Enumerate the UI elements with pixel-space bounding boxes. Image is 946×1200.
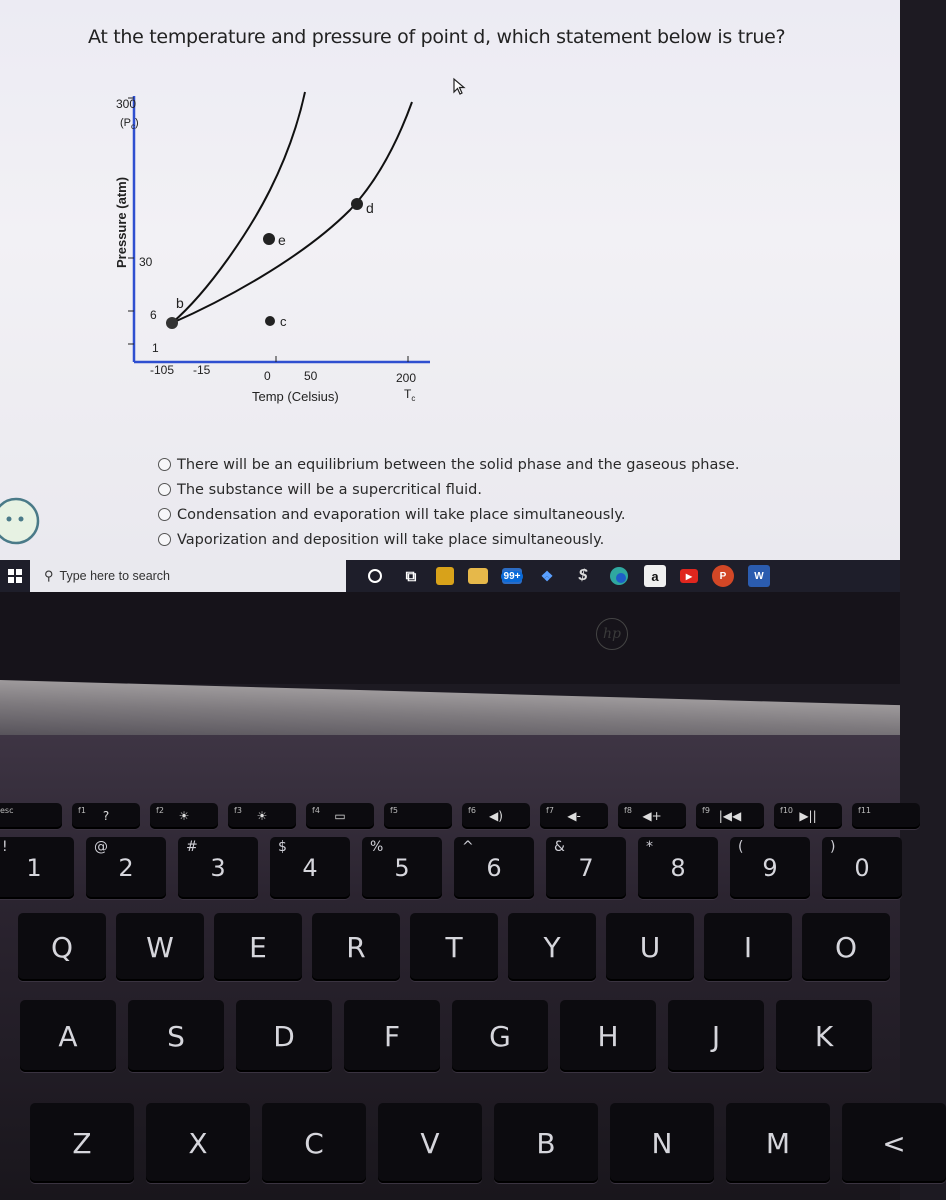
fkey-label: f7 bbox=[546, 806, 554, 815]
fkey-7[interactable] bbox=[540, 803, 608, 829]
key-q[interactable] bbox=[18, 913, 106, 981]
key-f[interactable] bbox=[344, 1000, 440, 1072]
key-1[interactable] bbox=[86, 837, 166, 899]
fkey-symbol: ☀ bbox=[256, 809, 268, 823]
radio-option-4[interactable] bbox=[158, 533, 171, 546]
y-tick-6: 6 bbox=[150, 308, 157, 322]
calculator-icon[interactable] bbox=[436, 567, 454, 585]
key-letter: G bbox=[489, 1019, 511, 1053]
key-o[interactable] bbox=[802, 913, 890, 981]
fkey-symbol: |◀◀ bbox=[718, 809, 742, 823]
x-axis-label: Temp (Celsius) bbox=[252, 389, 339, 404]
windows-start-button[interactable] bbox=[0, 560, 30, 592]
key-letter: R bbox=[346, 930, 366, 964]
fkey-5[interactable] bbox=[384, 803, 452, 829]
key-a[interactable] bbox=[20, 1000, 116, 1072]
option-1-label: There will be an equilibrium between the solid phase and the gaseous phase. bbox=[177, 456, 740, 473]
key-0[interactable] bbox=[0, 837, 74, 899]
task-view-icon[interactable]: ⧉ bbox=[405, 567, 417, 585]
fkey-label: esc bbox=[0, 806, 14, 815]
point-b-label: b bbox=[176, 295, 184, 311]
key-letter: H bbox=[597, 1019, 619, 1053]
fkey-4[interactable] bbox=[306, 803, 374, 829]
fkey-11[interactable] bbox=[852, 803, 920, 829]
windows-taskbar bbox=[0, 560, 900, 592]
laptop-bezel bbox=[0, 592, 900, 684]
fkey-symbol: ◀) bbox=[489, 809, 503, 823]
key-number: 0 bbox=[854, 854, 870, 882]
key-t[interactable] bbox=[410, 913, 498, 981]
x-tick-0: 0 bbox=[264, 369, 271, 383]
fkey-0[interactable] bbox=[0, 803, 62, 829]
youtube-icon[interactable]: ▶ bbox=[680, 569, 698, 583]
key-k[interactable] bbox=[776, 1000, 872, 1072]
radio-option-2[interactable] bbox=[158, 483, 171, 496]
option-4[interactable] bbox=[158, 527, 739, 552]
fkey-10[interactable] bbox=[774, 803, 842, 829]
fkey-6[interactable] bbox=[462, 803, 530, 829]
key-u[interactable] bbox=[606, 913, 694, 981]
y-tick-30: 30 bbox=[139, 255, 153, 269]
key-letter: Z bbox=[72, 1126, 92, 1160]
key-number: 3 bbox=[210, 854, 226, 882]
edge-icon[interactable] bbox=[608, 565, 630, 587]
key-z[interactable] bbox=[30, 1103, 134, 1183]
option-3[interactable] bbox=[158, 502, 739, 527]
key-s[interactable] bbox=[128, 1000, 224, 1072]
key-n[interactable] bbox=[610, 1103, 714, 1183]
key-shift-symbol: $ bbox=[278, 839, 287, 855]
key-letter: Q bbox=[50, 930, 74, 964]
key-letter: K bbox=[814, 1019, 834, 1053]
key-shift-symbol: ! bbox=[2, 839, 8, 855]
key-number: 9 bbox=[762, 854, 778, 882]
key-number: 2 bbox=[118, 854, 134, 882]
key-shift-symbol: # bbox=[186, 839, 198, 855]
key-letter: J bbox=[711, 1019, 721, 1053]
fkey-symbol: ☀ bbox=[178, 809, 190, 823]
key-shift-symbol: ( bbox=[738, 839, 744, 855]
key-b[interactable] bbox=[494, 1103, 598, 1183]
x-tick-neg105: -105 bbox=[150, 363, 175, 377]
key-7[interactable] bbox=[638, 837, 718, 899]
option-3-label: Condensation and evaporation will take place simultaneously. bbox=[177, 506, 626, 523]
dropbox-icon[interactable]: ❖ bbox=[540, 567, 554, 584]
monitor-screen bbox=[0, 0, 900, 592]
key-j[interactable] bbox=[668, 1000, 764, 1072]
y-tick-1: 1 bbox=[152, 341, 159, 355]
key-letter: N bbox=[651, 1126, 673, 1160]
key-h[interactable] bbox=[560, 1000, 656, 1072]
x-tick-50: 50 bbox=[304, 369, 318, 383]
amazon-icon[interactable]: a bbox=[644, 565, 666, 587]
key-letter: B bbox=[536, 1126, 556, 1160]
y-axis-label: Pressure (atm) bbox=[114, 176, 129, 268]
x-tick-200: 200 bbox=[396, 371, 417, 385]
dollar-icon[interactable]: $ bbox=[578, 567, 588, 584]
fkey-symbol: ▭ bbox=[334, 809, 346, 823]
taskbar-search-input[interactable] bbox=[30, 560, 346, 592]
fkey-label: f9 bbox=[702, 806, 710, 815]
fkey-label: f3 bbox=[234, 806, 242, 815]
point-e-label: e bbox=[278, 232, 286, 248]
fkey-symbol: ◀- bbox=[567, 809, 581, 823]
keyboard bbox=[0, 735, 906, 1200]
radio-option-1[interactable] bbox=[158, 458, 171, 471]
option-2[interactable] bbox=[158, 477, 739, 502]
key-shift-symbol: % bbox=[370, 839, 384, 855]
key-v[interactable] bbox=[378, 1103, 482, 1183]
key-i[interactable] bbox=[704, 913, 792, 981]
key-letter: A bbox=[58, 1019, 78, 1053]
point-d-label: d bbox=[366, 200, 374, 216]
point-e bbox=[263, 233, 275, 245]
point-d bbox=[351, 198, 363, 210]
key-c[interactable] bbox=[262, 1103, 366, 1183]
key-shift-symbol: @ bbox=[94, 839, 108, 855]
cortana-icon[interactable] bbox=[364, 565, 386, 587]
key-number: 5 bbox=[394, 854, 410, 882]
key-d[interactable] bbox=[236, 1000, 332, 1072]
melting-curve bbox=[172, 92, 305, 323]
fkey-symbol: ◀+ bbox=[642, 809, 662, 823]
fkey-label: f1 bbox=[78, 806, 86, 815]
fkey-8[interactable] bbox=[618, 803, 686, 829]
key-x[interactable] bbox=[146, 1103, 250, 1183]
key-8[interactable] bbox=[730, 837, 810, 899]
option-2-label: The substance will be a supercritical fluid. bbox=[177, 481, 482, 498]
key-letter: W bbox=[146, 930, 174, 964]
fkey-label: f10 bbox=[780, 806, 793, 815]
key-letter: < bbox=[882, 1126, 906, 1160]
key-shift-symbol: * bbox=[646, 839, 653, 855]
key-number: 6 bbox=[486, 854, 502, 882]
key-number: 1 bbox=[26, 854, 42, 882]
key-letter: E bbox=[249, 930, 267, 964]
key-r[interactable] bbox=[312, 913, 400, 981]
fkey-label: f11 bbox=[858, 806, 871, 815]
key-letter: U bbox=[639, 930, 661, 964]
fkey-2[interactable] bbox=[150, 803, 218, 829]
key-letter: X bbox=[188, 1126, 208, 1160]
pc-label: $(P_c)$ bbox=[120, 117, 139, 131]
fkey-label: f5 bbox=[390, 806, 398, 815]
fkey-label: f6 bbox=[468, 806, 476, 815]
key-2[interactable] bbox=[178, 837, 258, 899]
fkey-label: f2 bbox=[156, 806, 164, 815]
key-letter: V bbox=[420, 1126, 440, 1160]
search-placeholder: Type here to search bbox=[59, 569, 171, 583]
key-letter: C bbox=[304, 1126, 324, 1160]
hp-logo: hp bbox=[596, 618, 628, 650]
point-c bbox=[265, 316, 275, 326]
option-1[interactable] bbox=[158, 452, 739, 477]
windows-start-icon bbox=[8, 569, 22, 583]
key-4[interactable] bbox=[362, 837, 442, 899]
tc-label: $T_c$ bbox=[404, 387, 416, 403]
fkey-label: f4 bbox=[312, 806, 320, 815]
key-e[interactable] bbox=[214, 913, 302, 981]
option-4-label: Vaporization and deposition will take place simultaneously. bbox=[177, 531, 605, 548]
key-number: 4 bbox=[302, 854, 318, 882]
key-m[interactable] bbox=[726, 1103, 830, 1183]
point-c-label: c bbox=[280, 314, 287, 329]
key-letter: T bbox=[445, 930, 463, 964]
key-letter: F bbox=[383, 1019, 401, 1053]
key-letter: O bbox=[834, 930, 858, 964]
fkey-3[interactable] bbox=[228, 803, 296, 829]
key-shift-symbol: & bbox=[554, 839, 565, 855]
key-letter: M bbox=[765, 1126, 791, 1160]
file-explorer-icon[interactable] bbox=[468, 568, 488, 584]
key-g[interactable] bbox=[452, 1000, 548, 1072]
y-tick-300: 300 bbox=[116, 97, 137, 111]
x-tick-neg15: -15 bbox=[193, 363, 211, 377]
phase-diagram bbox=[100, 90, 460, 410]
point-b bbox=[166, 317, 178, 329]
key-letter: D bbox=[273, 1019, 295, 1053]
fkey-label: f8 bbox=[624, 806, 632, 815]
key-w[interactable] bbox=[116, 913, 204, 981]
powerpoint-icon[interactable]: P bbox=[712, 565, 734, 587]
search-icon: ⚲ bbox=[44, 568, 54, 583]
key-letter: S bbox=[167, 1019, 185, 1053]
key-6[interactable] bbox=[546, 837, 626, 899]
radio-option-3[interactable] bbox=[158, 508, 171, 521]
key-number: 8 bbox=[670, 854, 686, 882]
key-<[interactable] bbox=[842, 1103, 946, 1183]
fkey-1[interactable] bbox=[72, 803, 140, 829]
key-letter: Y bbox=[543, 930, 561, 964]
fkey-9[interactable] bbox=[696, 803, 764, 829]
key-y[interactable] bbox=[508, 913, 596, 981]
key-shift-symbol: ^ bbox=[462, 839, 474, 855]
key-letter: I bbox=[743, 930, 753, 964]
key-9[interactable] bbox=[822, 837, 902, 899]
fkey-symbol: ▶|| bbox=[799, 809, 817, 823]
key-5[interactable] bbox=[454, 837, 534, 899]
word-icon[interactable]: W bbox=[748, 565, 770, 587]
key-number: 7 bbox=[578, 854, 594, 882]
question-text: At the temperature and pressure of point d, which statement below is true? bbox=[88, 26, 786, 48]
fkey-symbol: ? bbox=[102, 809, 110, 823]
mail-icon[interactable] bbox=[502, 568, 522, 584]
emoji-face-icon[interactable] bbox=[0, 495, 42, 547]
key-shift-symbol: ) bbox=[830, 839, 836, 855]
notification-badge: 99+ bbox=[501, 571, 524, 582]
answer-options bbox=[158, 452, 739, 552]
key-3[interactable] bbox=[270, 837, 350, 899]
